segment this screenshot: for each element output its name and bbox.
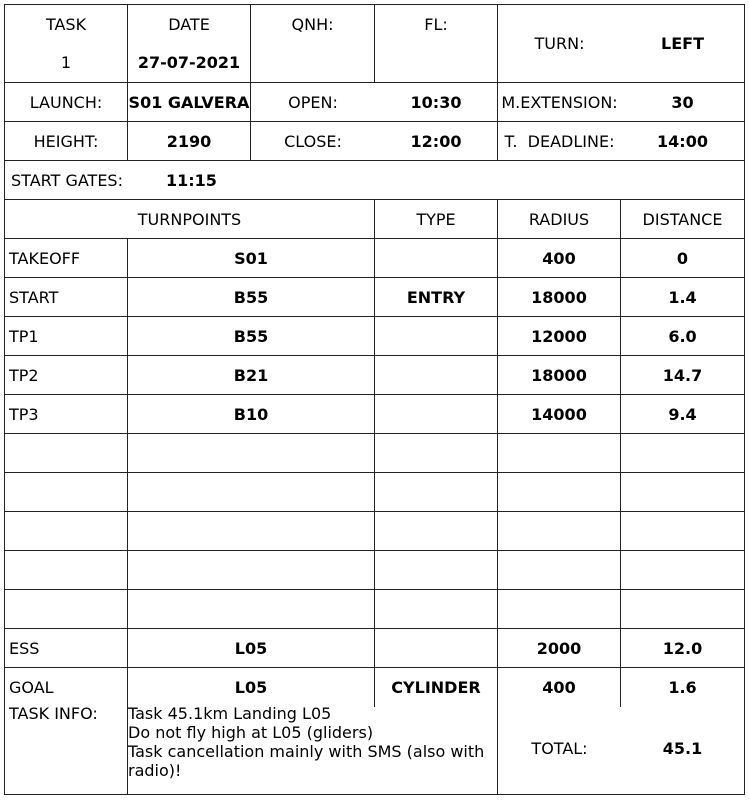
qnh-cell [251, 5, 375, 82]
turnpoint-distance-cell [621, 434, 744, 472]
height-value-cell [128, 122, 251, 160]
type-header [375, 200, 498, 238]
task-info-line-2: Do not fly high at L05 (gliders) [128, 723, 374, 742]
mext-value: 30 [671, 92, 694, 112]
turnpoint-distance: 9.4 [668, 404, 697, 424]
total-label-cell [498, 702, 621, 794]
turnpoint-type-cell [375, 395, 498, 433]
turnpoint-code: S01 [234, 248, 268, 268]
header-row-2 [5, 83, 744, 122]
turnpoint-code: B55 [233, 287, 269, 307]
table-row [5, 434, 744, 473]
turnpoint-radius: 400 [542, 678, 576, 697]
turnpoint-name: TP3 [9, 404, 39, 424]
turnpoint-name-cell [5, 278, 128, 316]
task-value: 1 [60, 53, 72, 72]
turnpoint-radius-cell [498, 395, 621, 433]
turnpoint-type-cell [375, 590, 498, 628]
turnpoint-type: ENTRY [406, 287, 466, 307]
turnpoint-distance-cell [621, 590, 744, 628]
turnpoint-distance-cell [621, 629, 744, 667]
turnpoint-distance: 0 [676, 248, 689, 268]
turnpoint-code-cell [128, 239, 375, 277]
date-label: DATE [168, 15, 210, 34]
deadline-label-cell [498, 122, 621, 160]
start-gates-row [5, 161, 744, 200]
task-info-line-3: Task cancellation mainly with SMS (also with radio)! [128, 742, 485, 780]
turnpoint-distance-cell [621, 317, 744, 355]
total-value-cell [621, 702, 744, 794]
radius-header [498, 200, 621, 238]
turnpoint-distance: 14.7 [662, 365, 703, 385]
turnpoint-radius: 400 [542, 248, 576, 268]
turnpoint-name: TAKEOFF [9, 248, 81, 268]
launch-value-cell [128, 83, 251, 121]
turnpoint-code-cell [128, 473, 375, 511]
turnpoint-name: START [9, 287, 59, 307]
date-value: 27-07-2021 [137, 53, 241, 72]
table-row [5, 473, 744, 512]
header-row-3 [5, 122, 744, 161]
turnpoint-type-cell [375, 317, 498, 355]
turnpoint-name-cell [5, 590, 128, 628]
turnpoint-radius: 2000 [536, 638, 582, 658]
turnpoint-code-cell [128, 590, 375, 628]
turnpoints-header [5, 200, 375, 238]
turnpoint-radius-cell [498, 473, 621, 511]
turnpoint-name-cell [5, 551, 128, 589]
turn-label: TURN: [534, 34, 585, 53]
launch-label-cell [5, 83, 128, 121]
turnpoint-radius-cell [498, 434, 621, 472]
turnpoint-type-cell [375, 434, 498, 472]
turnpoint-radius: 12000 [531, 326, 587, 346]
turnpoint-name-cell [5, 395, 128, 433]
table-row [5, 590, 744, 629]
turnpoint-type-cell [375, 278, 498, 316]
turnpoint-type-cell [375, 239, 498, 277]
turnpoint-radius: 18000 [531, 287, 587, 307]
task-info-text-cell [128, 702, 498, 794]
table-row [5, 512, 744, 551]
start-gates-label: START GATES: [11, 170, 123, 190]
turn-value: LEFT [661, 34, 704, 53]
turnpoint-code-cell [128, 629, 375, 667]
turnpoint-type-cell [375, 551, 498, 589]
close-label-cell [251, 122, 375, 160]
turnpoint-code-cell [128, 278, 375, 316]
start-gates-cell [5, 161, 744, 199]
turnpoint-distance: 6.0 [668, 326, 697, 346]
turnpoint-name-cell [5, 629, 128, 667]
open-label-cell [251, 83, 375, 121]
table-row [5, 395, 744, 434]
turnpoint-radius-cell [498, 512, 621, 550]
turnpoint-code-cell [128, 395, 375, 433]
turnpoint-code: L05 [234, 638, 268, 658]
task-cell [5, 5, 128, 82]
table-row [5, 317, 744, 356]
deadline-label: T. DEADLINE: [504, 131, 615, 151]
mext-label-cell [498, 83, 621, 121]
fl-label: FL: [424, 15, 448, 34]
table-row [5, 551, 744, 590]
turnpoint-name-cell [5, 512, 128, 550]
turnpoint-name: TP1 [9, 326, 39, 346]
turnpoint-distance-cell [621, 278, 744, 316]
close-label: CLOSE: [284, 131, 342, 151]
turnpoint-code-cell [128, 512, 375, 550]
fl-cell [375, 5, 498, 82]
turnpoints-header-label: TURNPOINTS [137, 209, 242, 229]
turnpoint-radius-cell [498, 551, 621, 589]
turnpoint-name-cell [5, 434, 128, 472]
turnpoint-type-cell [375, 512, 498, 550]
turnpoint-code: B10 [233, 404, 269, 424]
table-row [5, 629, 744, 668]
task-label: TASK [45, 15, 87, 34]
turnpoint-radius: 18000 [531, 365, 587, 385]
table-header-row [5, 200, 744, 239]
mext-label: M.EXTENSION: [501, 92, 618, 112]
total-value: 45.1 [662, 738, 703, 758]
turnpoint-code: B21 [233, 365, 269, 385]
turnpoint-name-cell [5, 239, 128, 277]
turnpoint-code-cell [128, 317, 375, 355]
turnpoint-distance: 1.4 [668, 287, 697, 307]
mext-value-cell [621, 83, 744, 121]
open-value-cell [375, 83, 498, 121]
task-info-label: TASK INFO: [9, 704, 98, 723]
distance-header-label: DISTANCE [642, 209, 723, 229]
turnpoint-distance-cell [621, 473, 744, 511]
turnpoint-name-cell [5, 356, 128, 394]
turnpoint-code-cell [128, 356, 375, 394]
turnpoint-code-cell [128, 551, 375, 589]
turnpoint-radius: 14000 [531, 404, 587, 424]
turnpoint-radius-cell [498, 317, 621, 355]
turnpoint-radius-cell [498, 356, 621, 394]
type-header-label: TYPE [416, 209, 456, 229]
turnpoint-name: TP2 [9, 365, 39, 385]
task-info-label-cell [5, 702, 128, 794]
table-row [5, 278, 744, 317]
qnh-label: QNH: [291, 15, 334, 34]
turnpoint-code-cell [128, 434, 375, 472]
deadline-value-cell [621, 122, 744, 160]
open-value: 10:30 [410, 92, 462, 112]
turnpoint-name: ESS [9, 638, 40, 658]
launch-value: S01 GALVERA [128, 92, 250, 112]
task-info-line-1: Task 45.1km Landing L05 [128, 704, 332, 723]
turnpoint-type-cell [375, 629, 498, 667]
table-row [5, 239, 744, 278]
task-sheet [4, 4, 745, 795]
height-label: HEIGHT: [33, 131, 99, 151]
close-value: 12:00 [410, 131, 462, 151]
total-label: TOTAL: [531, 738, 588, 758]
turnpoint-type-cell [375, 473, 498, 511]
launch-label: LAUNCH: [29, 92, 103, 112]
turnpoint-code: L05 [234, 678, 268, 697]
turnpoint-name-cell [5, 317, 128, 355]
footer-row [5, 702, 744, 794]
turnpoint-distance: 12.0 [662, 638, 703, 658]
turnpoint-type: CYLINDER [391, 678, 481, 697]
turnpoint-radius-cell [498, 278, 621, 316]
date-cell [128, 5, 251, 82]
height-value: 2190 [166, 131, 212, 151]
turnpoint-radius-cell [498, 239, 621, 277]
height-label-cell [5, 122, 128, 160]
open-label: OPEN: [288, 92, 338, 112]
turn-value-cell [621, 5, 744, 82]
turnpoint-name: GOAL [9, 678, 54, 697]
turnpoint-distance-cell [621, 512, 744, 550]
turnpoint-radius-cell [498, 629, 621, 667]
turnpoint-name-cell [5, 473, 128, 511]
turnpoint-distance-cell [621, 395, 744, 433]
turnpoint-distance-cell [621, 239, 744, 277]
deadline-value: 14:00 [657, 131, 708, 151]
distance-header [621, 200, 744, 238]
turnpoint-distance-cell [621, 356, 744, 394]
turnpoint-code: B55 [233, 326, 269, 346]
turnpoint-radius-cell [498, 590, 621, 628]
turnpoint-distance: 1.6 [668, 678, 697, 697]
turnpoint-distance-cell [621, 551, 744, 589]
turnpoint-type-cell [375, 356, 498, 394]
radius-header-label: RADIUS [528, 209, 590, 229]
close-value-cell [375, 122, 498, 160]
start-gates-value: 11:15 [166, 170, 217, 190]
table-row [5, 356, 744, 395]
turn-label-cell [498, 5, 621, 82]
header-row-1 [5, 5, 744, 83]
